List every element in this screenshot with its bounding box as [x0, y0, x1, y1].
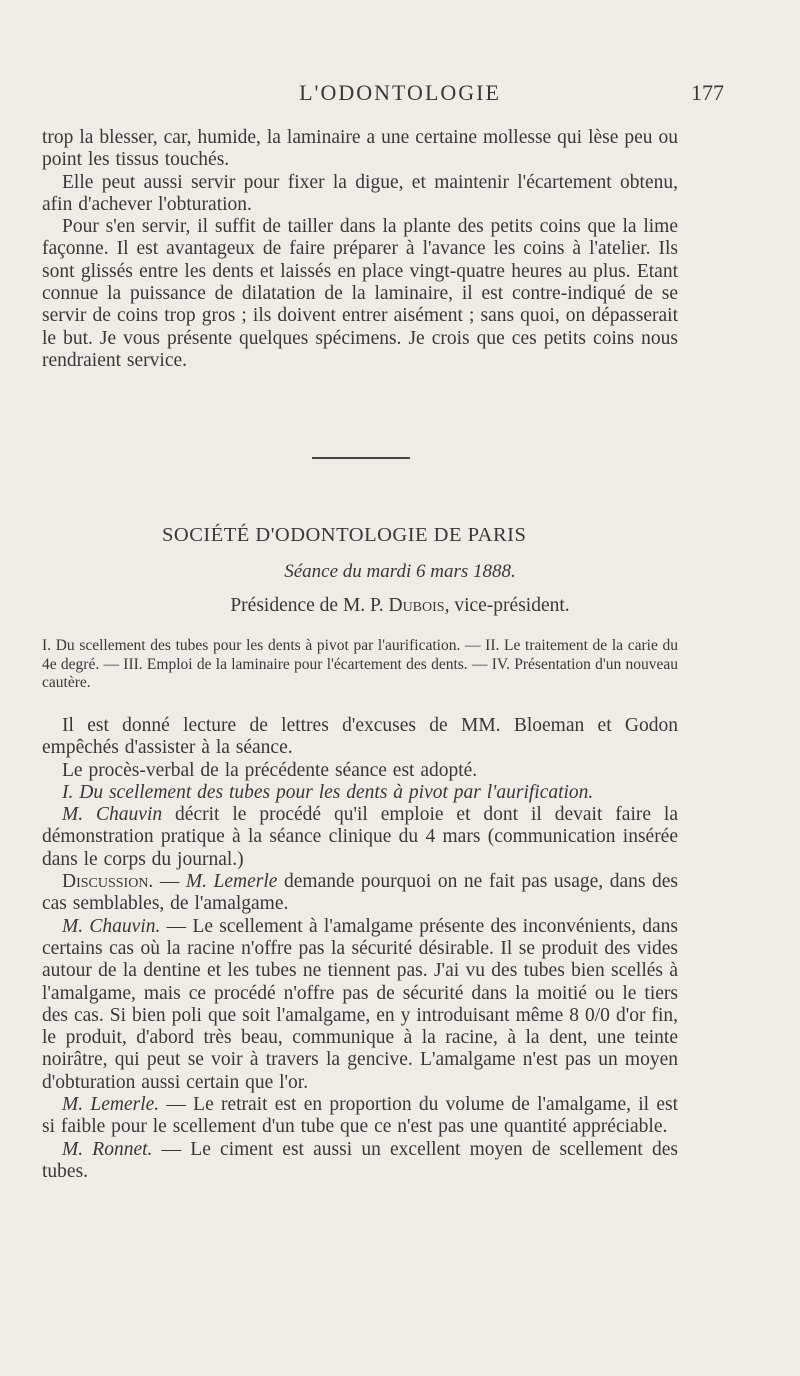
presidency-suffix: , vice-président. [444, 595, 570, 616]
minutes-paragraph-excuses: Il est donné lecture de lettres d'excuses de MM. Bloeman et Godon empêchés d'assister à la séance. [42, 715, 678, 759]
agenda: I. Du scellement des tubes pour les dents à pivot par l'aurification. — II. Le traitement de la carie du 4e degré. — III. Emploi de la laminaire pour l'écartement des dents. — IV. Présentation d'un nouveau cautère. [42, 637, 678, 691]
running-title: L'ODONTOLOGIE [299, 80, 501, 105]
speaker-name: M. Lemerle. [62, 1094, 160, 1116]
speaker-name: M. Chauvin. [62, 915, 161, 937]
separator: — [153, 871, 186, 893]
minutes-paragraph-discussion [42, 871, 678, 916]
minutes-paragraph-chauvin [42, 804, 678, 871]
minutes-body [42, 715, 678, 1183]
intro-text [42, 127, 678, 372]
session-date: Séance du mardi 6 mars 1888. [284, 561, 516, 582]
speech-text: demande pourquoi on ne fait pas usage, dans des cas semblables, de l'amalgame. [42, 871, 678, 915]
minutes-paragraph-lemerle [42, 1094, 678, 1139]
president-name: Dubois [388, 595, 445, 616]
page-number: 177 [691, 80, 724, 105]
intro-paragraph-2: Elle peut aussi servir pour fixer la digue, et maintenir l'écartement obtenu, afin d'achever l'obturation. [42, 171, 678, 215]
speech-text: décrit le procédé qu'il emploie et dont il devait faire la démonstration pratique à la séance clinique du 4 mars (communication insérée dans le corps du journal.) [42, 804, 679, 870]
minutes-paragraph-chauvin-reply [42, 916, 678, 1094]
intro-paragraph-3: Pour s'en servir, il suffit de tailler dans la plante des petits coins que la lime façonne. Il est avantageux de faire préparer à l'avance les coins à l'atelier. Ils sont glissés entre les dents et laissés en place vingt-quatre heures au plus. Etant connue la puissance de dilatation de la laminaire, il est contre-indiqué de se servir de coins trop gros ; ils doivent entrer aisément ; sans quoi, on dépasserait le but. Je vous présente quelques spécimens. Je crois que ces petits coins nous rendraient service. [42, 216, 678, 371]
speaker-name: M. Lemerle [185, 871, 278, 893]
speaker-name: M. Ronnet. [62, 1138, 153, 1160]
speech-text: — Le ciment est aussi un excellent moyen de scellement des tubes. [42, 1138, 678, 1182]
minutes-paragraph-adopted: Le procès-verbal de la précédente séance est adopté. [62, 759, 478, 781]
page-header [0, 80, 800, 110]
minutes-paragraph-ronnet [42, 1139, 678, 1184]
section-divider [312, 457, 410, 459]
intro-paragraph-1: trop la blesser, car, humide, la laminaire a une certaine mollesse qui lèse peu ou point les tissus touchés. [42, 127, 678, 171]
discussion-label: Discussion. [62, 871, 154, 893]
presidency-line [0, 595, 800, 617]
section-title: SOCIÉTÉ D'ODONTOLOGIE DE PARIS [162, 524, 527, 546]
speech-text: — Le retrait est en proportion du volume de l'amalgame, il est si faible pour le scellement d'un tube que ce n'est pas une quantité appréciable. [42, 1094, 678, 1138]
presidency-prefix: Présidence de M. P. [230, 595, 384, 616]
agenda-item-heading: I. Du scellement des tubes pour les dents à pivot par l'aurification. [62, 781, 594, 803]
speech-text: — Le scellement à l'amalgame présente des inconvénients, dans certains cas où la racine n'offre pas la sécurité désirable. Il se produit des vides autour de la dentine et les tubes ne tiennent pas. J'ai vu des tubes bien scellés à l'amalgame, mais ce procédé n'offre pas de sécurité dans la moitié ou le tiers des cas. Si bien poli que soit l'amalgame, en y introduisant même 8 0/0 d'or fin, le produit, d'abord très beau, communique à la racine, à la dent, une teinte noirâtre, qui peut se voir à travers la gencive. L'amalgame n'est pas un moyen d'obturation aussi certain que l'or. [42, 915, 679, 1093]
speaker-name: M. Chauvin [62, 804, 163, 826]
